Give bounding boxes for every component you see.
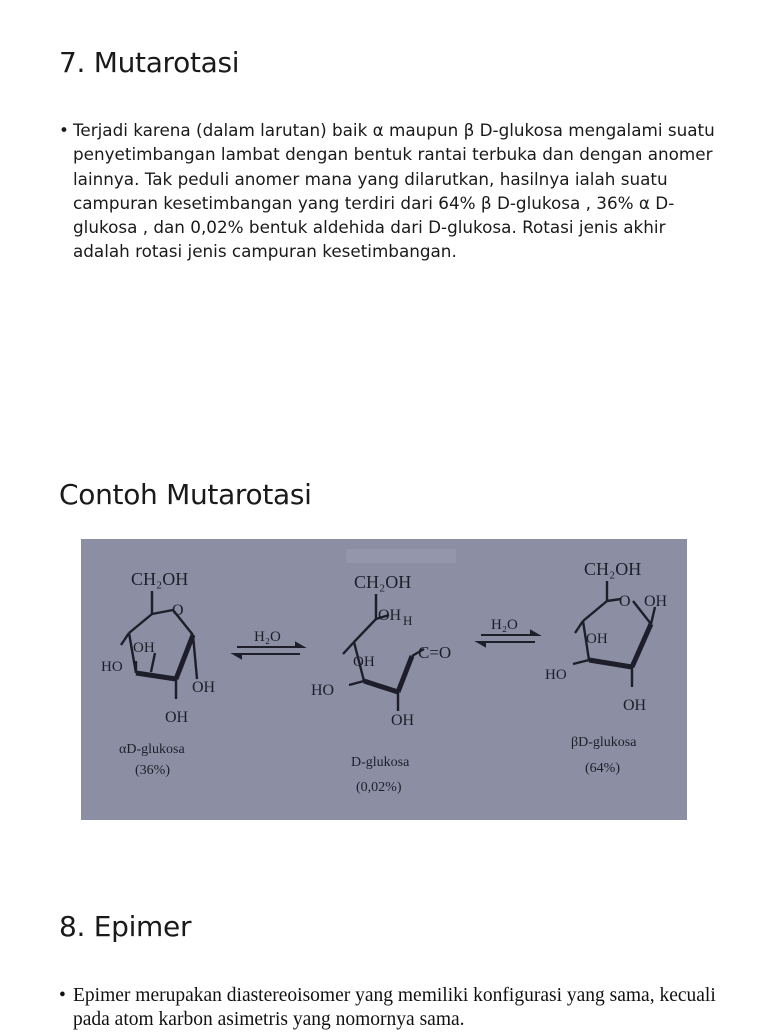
open-h-label: H xyxy=(403,613,413,628)
equilibrium-arrow-2 xyxy=(478,631,538,646)
alpha-ring-oxygen-label: O xyxy=(172,602,184,619)
open-ho-label: HO xyxy=(311,682,335,699)
alpha-ch2oh-label: CH₂OH xyxy=(131,569,189,589)
open-carbonyl-label: C=O xyxy=(418,643,452,662)
equilibrium-arrow-1 xyxy=(234,643,303,658)
alpha-name-label: αD-glukosa xyxy=(119,742,185,757)
section-title-contoh-mutarotasi: Contoh Mutarotasi xyxy=(59,478,312,511)
beta-oh-top-label: OH xyxy=(644,593,668,610)
beta-oh-bottom-label: OH xyxy=(623,697,647,714)
alpha-ring-oh-label: OH xyxy=(133,640,155,656)
beta-ch2oh-label: CH₂OH xyxy=(584,559,642,579)
beta-name-label: βD-glukosa xyxy=(571,735,637,750)
arrow1-h2o-label: H₂O xyxy=(254,629,281,645)
beta-ho-label: HO xyxy=(545,667,567,683)
open-ring-oh-label: OH xyxy=(353,654,375,670)
open-name-label: D-glukosa xyxy=(351,755,410,770)
epimer-bullet-list xyxy=(59,984,739,1032)
open-ch2oh-label: CH₂OH xyxy=(354,572,412,592)
section-title-mutarotasi: 7. Mutarotasi xyxy=(59,46,240,79)
beta-ring-oxygen-label: O xyxy=(619,593,631,610)
alpha-oh-bottom-label: OH xyxy=(165,709,189,726)
alpha-oh-right-label: OH xyxy=(192,679,216,696)
section-title-epimer: 8. Epimer xyxy=(59,910,192,943)
arrow2-h2o-label: H₂O xyxy=(491,617,518,633)
alpha-percent-label: (36%) xyxy=(135,763,170,778)
epimer-paragraph: • Epimer merupakan diastereoisomer yang memiliki konfigurasi yang sama, kecuali pada atom karbon asimetris yang nomornya sama. xyxy=(59,984,739,1032)
beta-ring-oh-label: OH xyxy=(586,631,608,647)
open-oh-bottom-label: OH xyxy=(391,712,415,729)
alpha-ho-label: HO xyxy=(101,659,123,675)
beta-percent-label: (64%) xyxy=(585,761,620,776)
mutarotation-diagram-photo xyxy=(81,539,687,820)
open-percent-label: (0,02%) xyxy=(356,780,402,795)
open-oh-top-label: OH xyxy=(378,607,402,624)
mutarotasi-paragraph: • Terjadi karena (dalam larutan) baik α maupun β D-glukosa mengalami suatu penyetimbangan lambat dengan bentuk rantai terbuka dan dengan anomer lainnya. Tak peduli anomer mana yang dilarutkan, hasilnya ialah suatu campuran kesetimbangan yang terdiri dari 64% β D-glukosa , 36% α D-glukosa , dan 0,02% bentuk aldehida dari D-glukosa. Rotasi jenis akhir adalah rotasi jenis campuran kesetimbangan. xyxy=(59,118,719,264)
mutarotasi-bullet-list xyxy=(59,118,719,264)
